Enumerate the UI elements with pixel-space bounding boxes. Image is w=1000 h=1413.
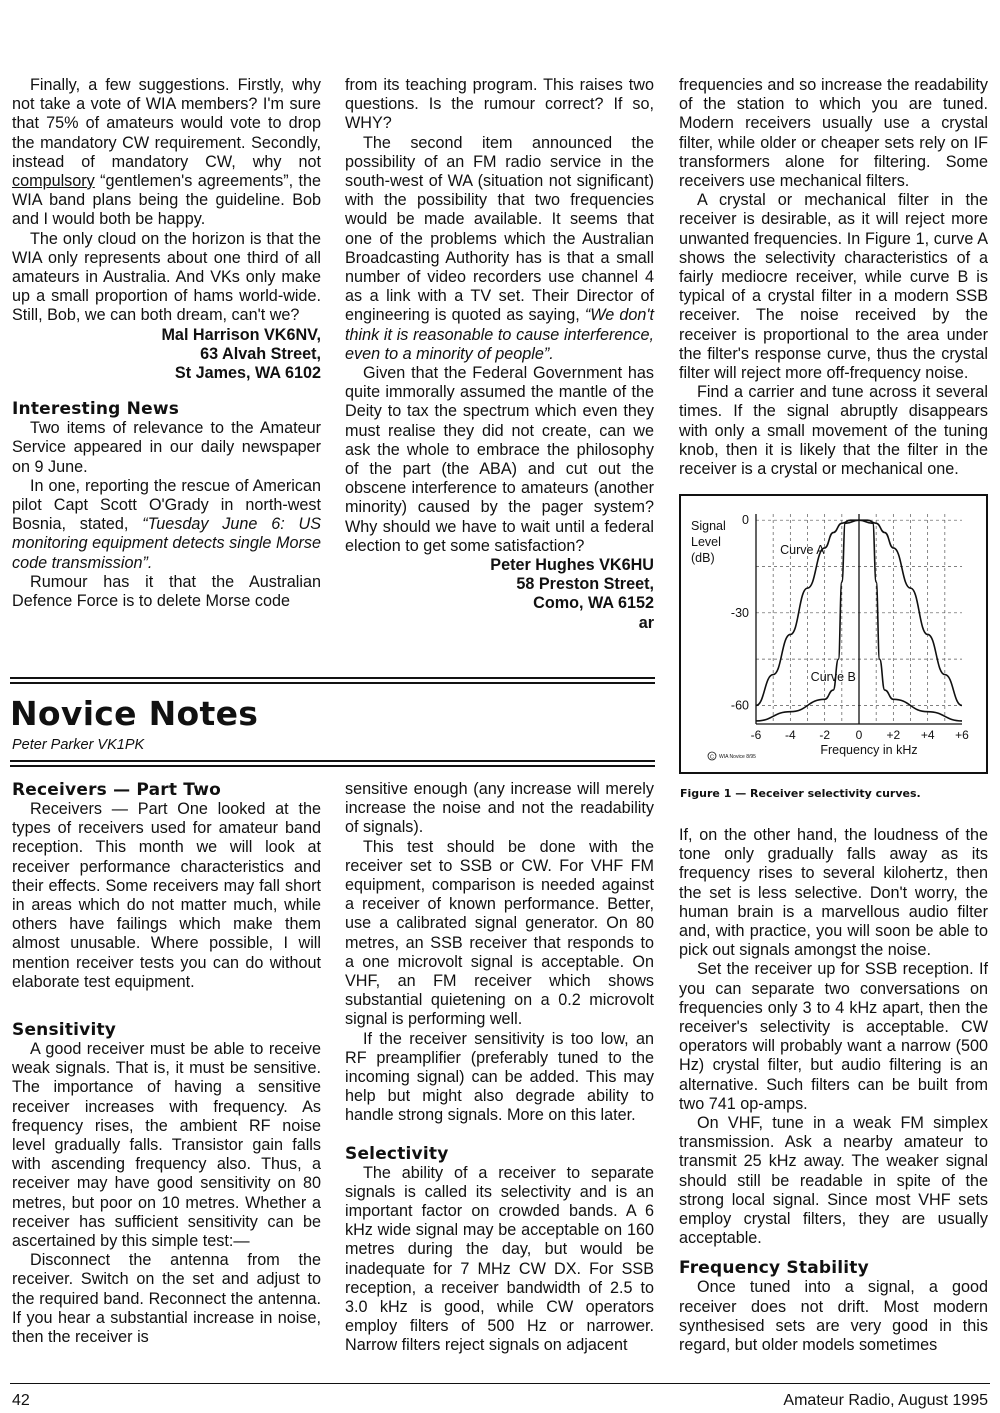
page-number: 42 [12,1392,30,1409]
heading-selectivity: Selectivity [345,1143,449,1164]
footer-rule [10,1383,990,1384]
y-tick-label: -60 [730,698,749,713]
figure-credit: WIA Novice 8/95 [719,754,756,760]
signature-address-2: St James, WA 6102 [174,364,321,383]
paragraph: Find a carrier and tune across it several times. If the signal abruptly disappears with only a small movement of the tuning knob, then it is likely that the filter in the receiver is a crystal or mechanical one. [679,383,988,479]
x-tick-label: +4 [920,728,935,742]
y-axis-label-line-3: (dB) [691,551,715,565]
series-label-curve-b: Curve B [810,669,856,684]
paragraph: Two items of relevance to the Amateur Service appeared in our daily newspaper on 9 June. [12,419,321,476]
column-2-bottom [345,780,654,1356]
end-mark: ar [638,613,654,632]
text: In one, reporting the rescue of American pilot Capt Scott O'Grady in north-west Bosnia, stated, [12,476,321,534]
paragraph: The ability of a receiver to separate signals is called its selectivity and is an important factor on crowded bands. A 6 kHz wide signal may be acceptable on 160 metres during the day, but would be inadequate for 7 MHz CW DX. For SSB reception, a receiver bandwidth of 2.5 to 3.0 kHz is good, while CW operators employ filters of 500 Hz or narrower. Narrow filters reject signals on adjacent [345,1163,654,1355]
paragraph: Set the receiver up for SSB reception. If you can separate two conversations on frequencies only 3 to 4 kHz apart, then the receiver's selectivity is acceptable. CW operators will probably want a narrow (500 Hz) crystal filter, but audio filtering is an alternative. Such filters can be built from two 741 op-amps. [679,960,988,1113]
paragraph: Rumour has it that the Australian Defence Force is to delete Morse code [12,572,321,611]
paragraph: Given that the Federal Government has quite immorally assumed the mantle of the Deity to tax the spectrum which even they must realise they did not create, can we ask the whole to embrace the philosophy of the part (the ABA) and cut out the obscene interference to amateurs (another minority) caused by the pager system? Why should we have to wait until a federal election to get some satisfaction? [345,364,654,555]
publication-footer: Amateur Radio, August 1995 [783,1392,988,1409]
section-rule-top [10,677,655,679]
signature-address-1: 58 Preston Street, [516,575,654,594]
paragraph: A good receiver must be able to receive weak signals. That is, it must be sensitive. The importance of having a sensitive receiver increases with frequency. As frequency rises, the ambient RF noise level gradually falls. Transistor gain falls with ascending frequency also. Thus, a receiver may have good sensitivity on 80 metres, but poor on 10 metres. Whether a receiver has sufficient sensitivity can be ascertained by this simple test:— [12,1040,321,1251]
paragraph: Receivers — Part One looked at the types of receivers used for amateur band reception. This month we will look at receiver performance characteristics and their effects. Some receivers may fall short in areas which do not matter much, while others have failings which make them almost unusable. Where possible, I will mention receiver tests you can do without elaborate test equipment. [12,800,321,991]
y-tick-label: -30 [730,605,749,620]
x-tick-label: -6 [750,728,762,742]
paragraph: On VHF, tune in a weak FM simplex transmission. Ask a nearby amateur to transmit 25 kHz away. The weaker signal should still be readable in spite of the strong local signal. Since most VHF sets employ crystal filters, they are usually acceptable. [679,1114,988,1248]
signature-name: Mal Harrison VK6NV, [161,325,321,344]
column-3-bottom [679,826,988,1355]
paragraph: This test should be done with the receiver set to SSB or CW. For VHF FM equipment, comparison is needed against a receiver of known performance. Better, use a calibrated signal generator. On 80 metres, an SSB receiver that responds to a one microvolt signal is acceptable. On VHF, an FM receiver which shows substantial quietening on a 0.2 microvolt signal is performing well. [345,837,654,1029]
x-tick-label: +2 [886,728,901,742]
signature-name: Peter Hughes VK6HU [490,556,654,575]
y-axis-label-line-2: Level [691,535,721,549]
x-tick-label: +6 [955,728,969,742]
column-1-bottom [12,780,321,1347]
copyright-symbol: C [710,754,714,761]
paragraph: A crystal or mechanical filter in the receiver is desirable, as it will reject more unwanted frequencies. In Figure 1, curve A shows the selectivity characteristics of a fairly mediocre receiver, while curve B is typical of a crystal filter in a modern SSB receiver. The noise received by the receiver is proportional to the area under the filter's response curve, thus the crystal filter will reject more off-frequency noise. [679,191,988,383]
paragraph: Once tuned into a signal, a good receiver does not drift. Most modern synthesised sets are very good in this regard, but older models sometimes [679,1278,988,1355]
signature-address-2: Como, WA 6152 [533,594,654,613]
x-tick-label: -4 [784,728,796,742]
paragraph: Disconnect the antenna from the receiver. Switch on the set and adjust to the required band. Reconnect the antenna. If you hear a substantial increase in noise, then the receiver is [12,1251,321,1347]
quote: “Tuesday June 6: US monitoring equipment detects single Morse code transmission”. [12,515,322,572]
heading-interesting-news: Interesting News [12,399,180,420]
text: The second item announced the possibility of an FM radio service in the south-west of WA (situation not significant) with the possibility that two frequencies would be made available. It seems that one of the problems which the Australian Broadcasting Authority has is that a small number of video recorders use channel 4 as a link with a TV set. Their Director of engineering is quoted as saying, [345,133,654,325]
x-tick-label: 0 [855,728,863,742]
column-2-top [345,76,654,633]
underlined-word: compulsory [12,172,95,191]
series-label-curve-a: Curve A [780,543,825,558]
x-tick-label: -2 [819,728,831,742]
paragraph [12,76,321,230]
section-rule-bottom-2 [10,765,655,767]
column-3-top [679,76,988,479]
section-rule-bottom [10,760,655,762]
text: Finally, a few suggestions. Firstly, why not take a vote of WIA members? I'm sure that 75% of amateurs would vote to drop the mandatory CW requirement. Secondly, instead of mandatory CW, why not [12,76,321,171]
heading-sensitivity: Sensitivity [12,1020,117,1041]
text: “gentlemen's agreements”, the WIA band plans being the guideline. Bob and I would both be happy. [12,172,322,229]
paragraph [345,134,654,364]
heading-frequency-stability: Frequency Stability [679,1258,869,1279]
figure-1-box [679,494,988,774]
paragraph: from its teaching program. This raises two questions. Is the rumour correct? If so, WHY? [345,76,654,133]
section-rule-top-2 [10,682,655,684]
column-1-top [12,76,321,611]
paragraph [12,477,321,573]
signature-address-1: 63 Alvah Street, [200,344,321,363]
y-axis-label-line-1: Signal [691,519,726,533]
x-axis-label: Frequency in kHz [820,743,918,757]
quote: “We don't think it is reasonable to cause interference, even to a minority of people”. [345,306,654,363]
heading-receivers-part-two: Receivers — Part Two [12,780,222,800]
paragraph: If, on the other hand, the loudness of the tone only gradually falls away as its frequency rises to several kilohertz, then the set is less selective. Don't worry, the human brain is a marvellous audio filter and, with practice, you will soon be able to pick out signals amongst the noise. [679,826,988,960]
section-byline: Peter Parker VK1PK [12,737,145,753]
paragraph: frequencies and so increase the readability of the station to which you are tuned. Modern receivers usually use a crystal filter, while older or cheaper sets rely on IF transformers alone for filtering. Some receivers use mechanical filters. [679,76,988,191]
paragraph: sensitive enough (any increase will merely increase the noise and not the readability of signals). [345,780,654,837]
figure-caption: Figure 1 — Receiver selectivity curves. [680,787,921,800]
y-tick-label: 0 [742,513,749,528]
paragraph: If the receiver sensitivity is too low, an RF preamplifier (preferably tuned to the incoming signal) can be added. This may help but might also degrade ability to handle strong signals. More on this later. [345,1029,654,1125]
paragraph: The only cloud on the horizon is that the WIA only represents about one third of all amateurs in Australia. And VKs only make up a small proportion of hams world-wide. Still, Bob, we can both dream, can't we? [12,229,321,325]
section-title: Novice Notes [10,694,259,733]
selectivity-chart [681,496,986,772]
